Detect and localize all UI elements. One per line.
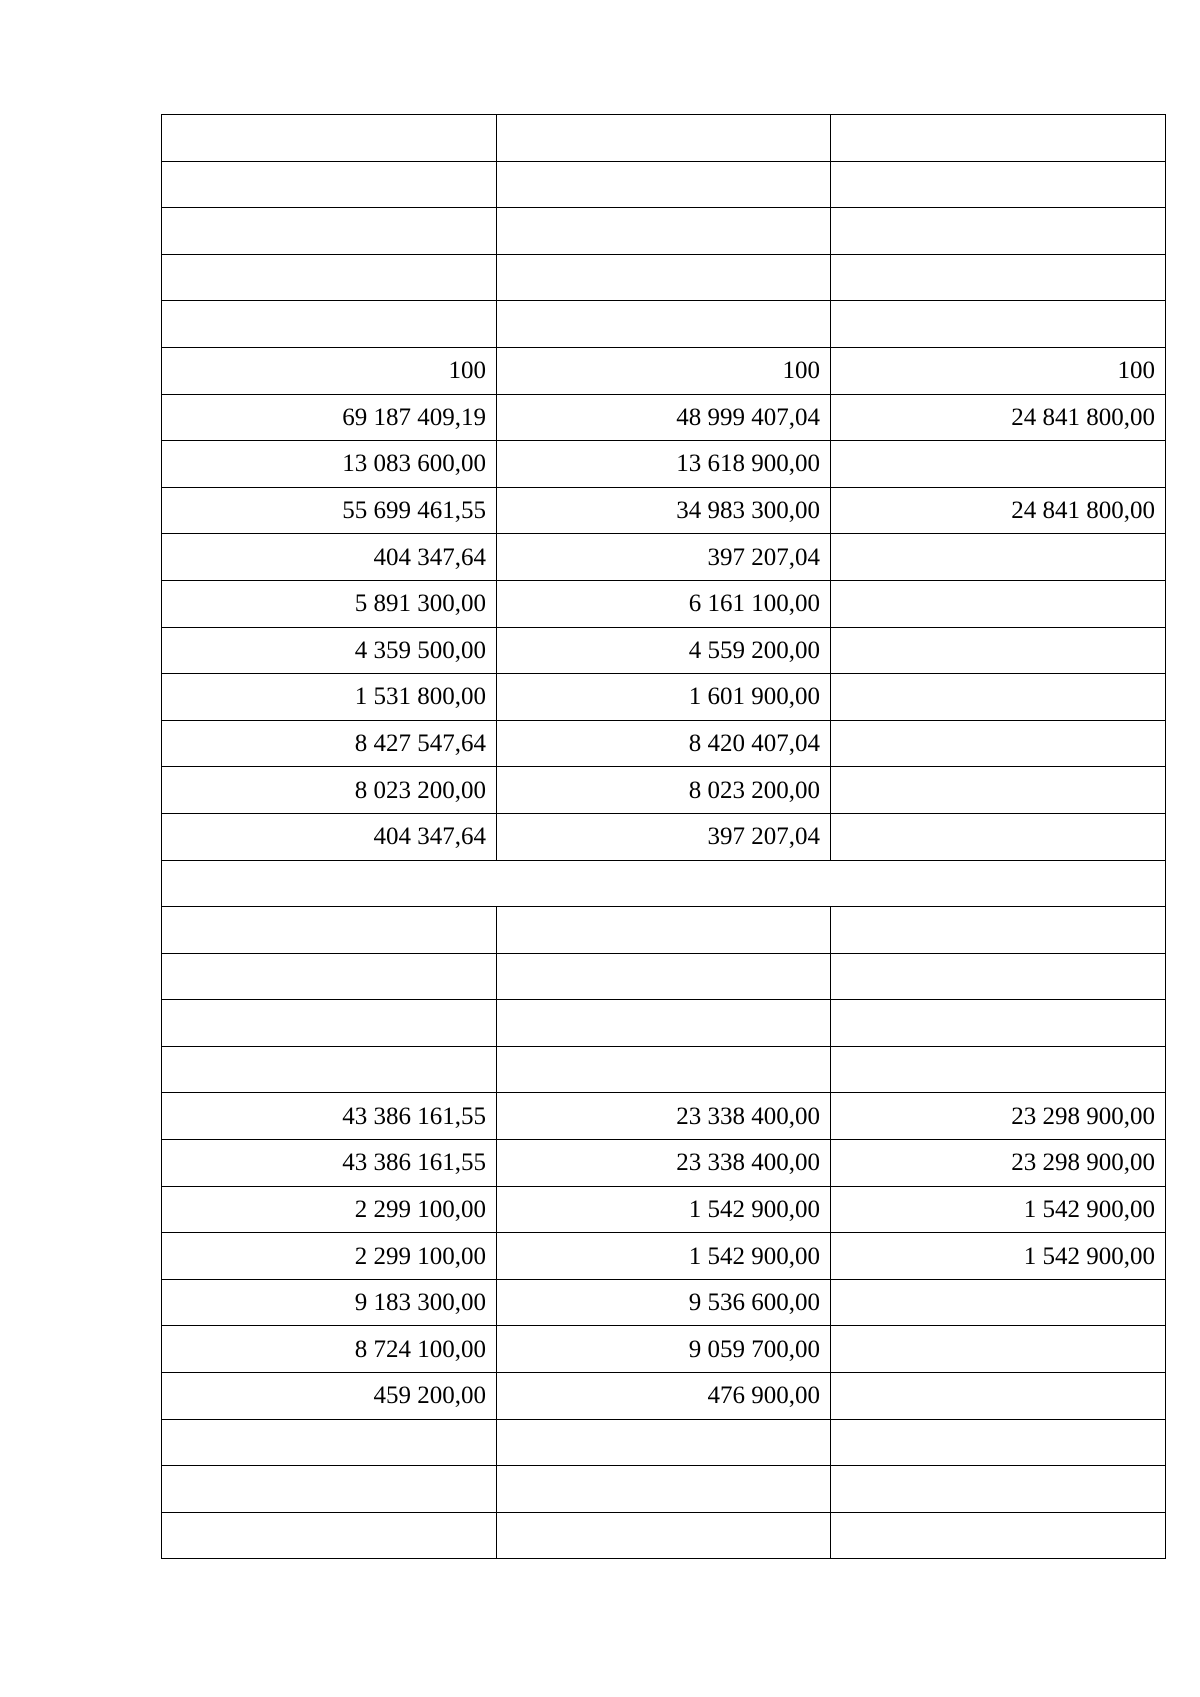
table-cell-col-3 [831,907,1166,954]
table-row [162,394,1166,441]
table-row [162,674,1166,721]
table-row [162,1186,1166,1233]
table-row [162,1373,1166,1420]
table-cell-col-2: 1 601 900,00 [497,674,831,721]
table-cell-col-2: 9 059 700,00 [497,1326,831,1373]
table-cell-col-3 [831,208,1166,255]
table-cell-col-3 [831,1326,1166,1373]
table-cell-col-1 [162,1419,497,1466]
table-cell-col-2 [497,1419,831,1466]
table-cell-col-1 [162,161,497,208]
table-row [162,254,1166,301]
table-cell-col-2: 23 338 400,00 [497,1140,831,1187]
table-cell-col-1: 2 299 100,00 [162,1186,497,1233]
table-body [162,115,1166,1559]
table-cell-col-3 [831,161,1166,208]
table-cell-col-3 [831,767,1166,814]
table-row [162,1466,1166,1513]
table-cell-col-3: 24 841 800,00 [831,394,1166,441]
table-cell-col-3 [831,1373,1166,1420]
table-row [162,487,1166,534]
table-cell-col-1 [162,301,497,348]
table-cell-col-2 [497,907,831,954]
table-cell-col-3 [831,627,1166,674]
table-cell-col-3 [831,674,1166,721]
table-cell-col-1: 8 724 100,00 [162,1326,497,1373]
table-cell-col-1 [162,953,497,1000]
table-cell-col-1: 1 531 800,00 [162,674,497,721]
table-row [162,720,1166,767]
table-row [162,860,1166,907]
table-row [162,1000,1166,1047]
table-cell-col-1: 13 083 600,00 [162,441,497,488]
table-row [162,1279,1166,1326]
table-cell-col-2 [497,1512,831,1559]
table-cell-col-3 [831,720,1166,767]
table-cell-col-3: 23 298 900,00 [831,1093,1166,1140]
table-cell-col-1: 2 299 100,00 [162,1233,497,1280]
table-cell-col-2: 34 983 300,00 [497,487,831,534]
table-cell-col-3 [831,813,1166,860]
table-cell-col-2 [497,1466,831,1513]
table-row [162,580,1166,627]
table-cell-col-2 [497,254,831,301]
table-cell-col-1: 100 [162,347,497,394]
table-cell-col-2: 13 618 900,00 [497,441,831,488]
table-cell-col-3 [831,441,1166,488]
table-cell-col-3: 100 [831,347,1166,394]
table-cell-col-3: 1 542 900,00 [831,1233,1166,1280]
table-cell-col-2: 397 207,04 [497,813,831,860]
table-cell-col-2 [497,301,831,348]
table-cell-col-1 [162,1000,497,1047]
table-cell-col-1 [162,115,497,162]
table-row [162,813,1166,860]
table-cell-col-3: 1 542 900,00 [831,1186,1166,1233]
table-row [162,1093,1166,1140]
table-row [162,115,1166,162]
table-cell-col-1 [162,254,497,301]
table-row [162,953,1166,1000]
table-cell-col-1: 8 427 547,64 [162,720,497,767]
table-cell-col-3: 23 298 900,00 [831,1140,1166,1187]
table-cell-col-2: 48 999 407,04 [497,394,831,441]
table-cell-col-3 [831,1419,1166,1466]
table-cell-col-1: 9 183 300,00 [162,1279,497,1326]
table-cell-col-3 [831,1000,1166,1047]
table-cell-col-1 [162,1046,497,1093]
table-cell-col-1: 5 891 300,00 [162,580,497,627]
table-row [162,534,1166,581]
table-cell-col-3 [831,301,1166,348]
table-cell-col-3 [831,534,1166,581]
table-cell-col-1: 4 359 500,00 [162,627,497,674]
budget-table [161,114,1166,1559]
table-cell-col-2 [497,115,831,162]
table-row [162,1326,1166,1373]
table-cell-col-2: 8 023 200,00 [497,767,831,814]
table-cell-col-1: 43 386 161,55 [162,1140,497,1187]
table-cell-col-3 [831,1046,1166,1093]
table-row [162,1419,1166,1466]
table-cell-col-3 [831,953,1166,1000]
table-row [162,347,1166,394]
table-row [162,627,1166,674]
table-cell-col-2: 476 900,00 [497,1373,831,1420]
table-cell-col-3 [831,1279,1166,1326]
table-cell-col-2: 23 338 400,00 [497,1093,831,1140]
merged-section-cell [162,860,1166,907]
table-cell-col-1: 69 187 409,19 [162,394,497,441]
table-cell-col-2 [497,1000,831,1047]
table-cell-col-2: 4 559 200,00 [497,627,831,674]
table-row [162,441,1166,488]
table-row [162,208,1166,255]
table-cell-col-3 [831,1466,1166,1513]
table-cell-col-2: 8 420 407,04 [497,720,831,767]
table-cell-col-1 [162,907,497,954]
table-cell-col-1 [162,1466,497,1513]
table-row [162,301,1166,348]
table-cell-col-2 [497,953,831,1000]
table-row [162,1140,1166,1187]
table-cell-col-3 [831,1512,1166,1559]
table-cell-col-1 [162,208,497,255]
table-cell-col-2: 397 207,04 [497,534,831,581]
table-cell-col-1: 404 347,64 [162,534,497,581]
table-row [162,907,1166,954]
table-row [162,161,1166,208]
table-cell-col-1: 8 023 200,00 [162,767,497,814]
table-cell-col-2: 100 [497,347,831,394]
table-row [162,1512,1166,1559]
table-cell-col-2: 6 161 100,00 [497,580,831,627]
table-cell-col-2 [497,161,831,208]
table-cell-col-3 [831,580,1166,627]
table-cell-col-1: 55 699 461,55 [162,487,497,534]
table-cell-col-2: 1 542 900,00 [497,1186,831,1233]
table-cell-col-2 [497,208,831,255]
table-cell-col-1: 43 386 161,55 [162,1093,497,1140]
table-cell-col-2: 9 536 600,00 [497,1279,831,1326]
table-cell-col-1: 459 200,00 [162,1373,497,1420]
table-cell-col-1: 404 347,64 [162,813,497,860]
table-row [162,1046,1166,1093]
table-cell-col-3 [831,254,1166,301]
table-row [162,767,1166,814]
table-cell-col-1 [162,1512,497,1559]
table-row [162,1233,1166,1280]
table-cell-col-2: 1 542 900,00 [497,1233,831,1280]
table-cell-col-2 [497,1046,831,1093]
table-cell-col-3: 24 841 800,00 [831,487,1166,534]
table-cell-col-3 [831,115,1166,162]
